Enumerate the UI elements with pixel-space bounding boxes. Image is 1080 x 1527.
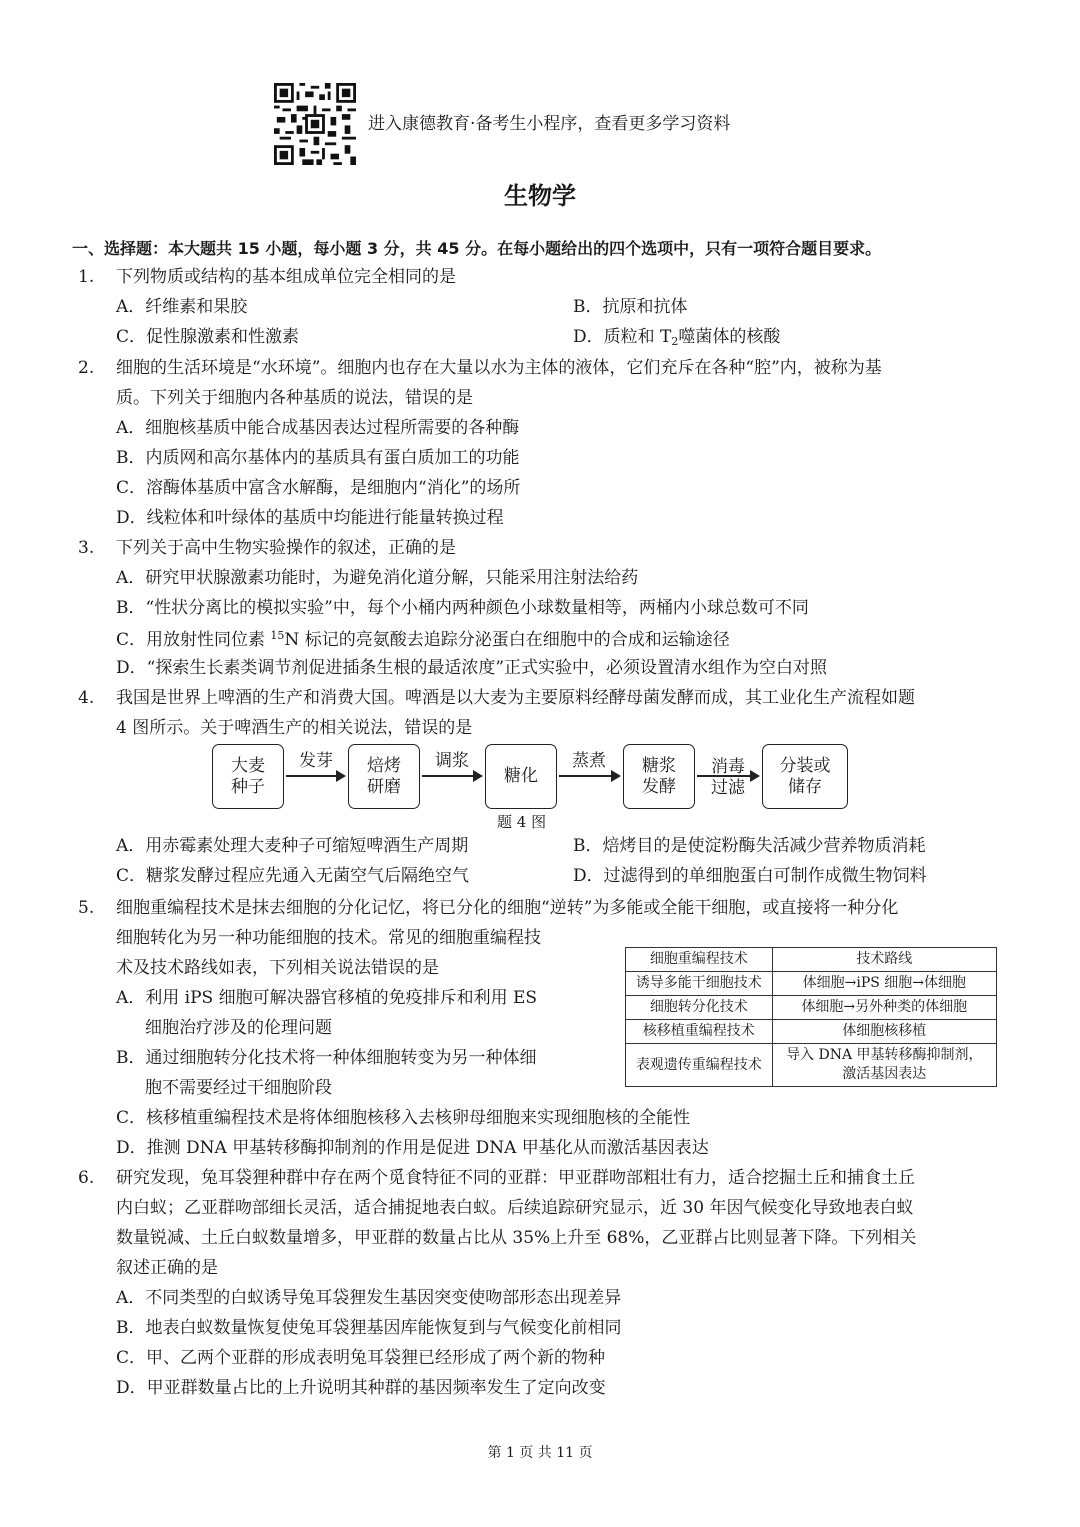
question-stem-cont: 术及技术路线如表，下列相关说法错误的是 bbox=[116, 958, 439, 978]
flow-box-ferment: 糖浆 发酵 bbox=[623, 744, 695, 809]
option-d: D．甲亚群数量占比的上升说明其种群的基因频率发生了定向改变 bbox=[116, 1378, 606, 1398]
table-row bbox=[626, 996, 997, 1020]
arrow-label: 发芽 bbox=[299, 751, 333, 771]
table-cell: 诱导多能干细胞技术 bbox=[626, 972, 773, 996]
option-c-text-tail: N 标记的亮氨酸去追踪分泌蛋白在细胞中的合成和运输途径 bbox=[284, 630, 730, 650]
table-row bbox=[626, 972, 997, 996]
table-row bbox=[626, 1020, 997, 1044]
flow-box-roast-grind: 焙烤 研磨 bbox=[348, 744, 420, 809]
flow-arrow bbox=[286, 775, 344, 777]
table-header: 细胞重编程技术 bbox=[626, 948, 773, 972]
figure-caption: 题 4 图 bbox=[497, 813, 547, 831]
table-row bbox=[626, 1044, 997, 1087]
option-b: B．内质网和高尔基体内的基质具有蛋白质加工的功能 bbox=[116, 448, 520, 468]
table-header: 技术路线 bbox=[772, 948, 996, 972]
option-c: C．溶酶体基质中富含水解酶，是细胞内“消化”的场所 bbox=[116, 478, 521, 498]
option-c: C．甲、乙两个亚群的形成表明兔耳袋狸已经形成了两个新的物种 bbox=[116, 1348, 606, 1368]
table-cell: 体细胞核移植 bbox=[772, 1020, 996, 1044]
question-number: 2. bbox=[78, 358, 95, 378]
option-d: D．“探索生长素类调节剂促进插条生根的最适浓度”正式实验中，必须设置清水组作为空白对照 bbox=[116, 658, 828, 678]
qr-code-icon bbox=[274, 83, 356, 165]
option-c bbox=[116, 630, 730, 649]
option-a: A．细胞核基质中能合成基因表达过程所需要的各种酶 bbox=[116, 418, 520, 438]
option-d: D．推测 DNA 甲基转移酶抑制剂的作用是促进 DNA 甲基化从而激活基因表达 bbox=[116, 1138, 709, 1158]
option-a: A．利用 iPS 细胞可解决器官移植的免疫排斥和利用 ES bbox=[116, 988, 538, 1008]
page-footer: 第 1 页 共 11 页 bbox=[487, 1445, 593, 1461]
question-stem: 研究发现，兔耳袋狸种群中存在两个觅食特征不同的亚群：甲亚群吻部粗壮有力，适合挖掘土丘和捕食土丘 bbox=[116, 1168, 915, 1188]
question-stem-cont: 细胞转化为另一种功能细胞的技术。常见的细胞重编程技 bbox=[116, 928, 541, 948]
flow-arrow bbox=[422, 775, 481, 777]
question-number: 4. bbox=[78, 688, 95, 708]
subscript: 2 bbox=[671, 335, 679, 348]
option-d: D．过滤得到的单细胞蛋白可制作成微生物饲料 bbox=[573, 866, 927, 886]
table-header-row bbox=[626, 948, 997, 972]
option-d-text-tail: 噬菌体的核酸 bbox=[678, 327, 781, 347]
option-a: A．用赤霉素处理大麦种子可缩短啤酒生产周期 bbox=[116, 836, 469, 856]
table-cell: 导入 DNA 甲基转移酶抑制剂， 激活基因表达 bbox=[772, 1044, 996, 1087]
question-number: 6. bbox=[78, 1168, 95, 1188]
question-stem-cont: 质。下列关于细胞内各种基质的说法，错误的是 bbox=[116, 388, 473, 408]
option-c: C．促性腺激素和性激素 bbox=[116, 327, 300, 347]
option-b: B．通过细胞转分化技术将一种体细胞转变为另一种体细 bbox=[116, 1048, 537, 1068]
flow-arrow bbox=[559, 775, 619, 777]
table-cell: 核移植重编程技术 bbox=[626, 1020, 773, 1044]
flow-box-barley-seed: 大麦 种子 bbox=[212, 744, 284, 809]
arrow-label: 消毒 过滤 bbox=[711, 757, 745, 798]
option-b-cont: 胞不需要经过干细胞阶段 bbox=[145, 1078, 332, 1098]
option-b: B．地表白蚁数量恢复使兔耳袋狸基因库能恢复到与气候变化前相同 bbox=[116, 1318, 622, 1338]
option-c: C．核移植重编程技术是将体细胞核移入去核卵母细胞来实现细胞核的全能性 bbox=[116, 1108, 691, 1128]
table-cell: 体细胞→iPS 细胞→体细胞 bbox=[772, 972, 996, 996]
option-d-text: D．质粒和 T bbox=[573, 327, 672, 347]
option-b: B．“性状分离比的模拟实验”中，每个小桶内两种颜色小球数量相等，两桶内小球总数可不同 bbox=[116, 598, 809, 618]
question-stem-cont: 数量锐减、土丘白蚁数量增多，甲亚群的数量占比从 35%上升至 68%，乙亚群占比则显著下降。下列相关 bbox=[116, 1228, 917, 1248]
option-c-text: C．用放射性同位素 bbox=[116, 630, 271, 650]
superscript: 15 bbox=[270, 629, 285, 642]
question-stem-cont: 内白蚁；乙亚群吻部细长灵活，适合捕捉地表白蚁。后续追踪研究显示，近 30 年因气候变化导致地表白蚁 bbox=[116, 1198, 914, 1218]
question-number: 5. bbox=[78, 898, 95, 918]
section-heading: 一、选择题：本大题共 15 小题，每小题 3 分，共 45 分。在每小题给出的四个选项中，只有一项符合题目要求。 bbox=[72, 239, 882, 258]
question-stem: 细胞重编程技术是抹去细胞的分化记忆，将已分化的细胞“逆转”为多能或全能干细胞，或直接将一种分化 bbox=[116, 898, 899, 918]
option-a: A．研究甲状腺激素功能时，为避免消化道分解，只能采用注射法给药 bbox=[116, 568, 639, 588]
option-c: C．糖浆发酵过程应先通入无菌空气后隔绝空气 bbox=[116, 866, 470, 886]
option-a-cont: 细胞治疗涉及的伦理问题 bbox=[145, 1018, 332, 1038]
table-cell: 细胞转分化技术 bbox=[626, 996, 773, 1020]
flow-box-saccharify: 糖化 bbox=[485, 744, 557, 809]
option-a: A．不同类型的白蚁诱导兔耳袋狸发生基因突变使吻部形态出现差异 bbox=[116, 1288, 622, 1308]
question-stem: 下列物质或结构的基本组成单位完全相同的是 bbox=[116, 267, 456, 287]
option-d: D．线粒体和叶绿体的基质中均能进行能量转换过程 bbox=[116, 508, 504, 528]
question-stem-cont: 4 图所示。关于啤酒生产的相关说法，错误的是 bbox=[116, 718, 473, 738]
option-b: B．抗原和抗体 bbox=[573, 297, 688, 317]
arrow-label: 蒸煮 bbox=[572, 751, 606, 771]
flow-box-package: 分装或 储存 bbox=[762, 744, 848, 809]
question-stem-cont: 叙述正确的是 bbox=[116, 1258, 218, 1278]
table-cell: 体细胞→另外种类的体细胞 bbox=[772, 996, 996, 1020]
option-b: B．焙烤目的是使淀粉酶失活减少营养物质消耗 bbox=[573, 836, 926, 856]
reprogramming-table bbox=[625, 947, 997, 1087]
arrow-label: 调浆 bbox=[435, 751, 469, 771]
promo-banner: 进入康德教育·备考生小程序，查看更多学习资料 bbox=[368, 114, 731, 134]
question-stem: 我国是世界上啤酒的生产和消费大国。啤酒是以大麦为主要原料经酵母菌发酵而成，其工业化生产流程如题 bbox=[116, 688, 915, 708]
option-d bbox=[573, 329, 780, 347]
page-title: 生物学 bbox=[504, 182, 576, 210]
table-cell: 表观遗传重编程技术 bbox=[626, 1044, 773, 1087]
question-stem: 细胞的生活环境是“水环境”。细胞内也存在大量以水为主体的液体，它们充斥在各种“腔”内，被称为基 bbox=[116, 358, 882, 378]
question-number: 1. bbox=[78, 267, 95, 287]
question-number: 3. bbox=[78, 538, 95, 558]
option-a: A．纤维素和果胶 bbox=[116, 297, 248, 317]
question-stem: 下列关于高中生物实验操作的叙述，正确的是 bbox=[116, 538, 456, 558]
